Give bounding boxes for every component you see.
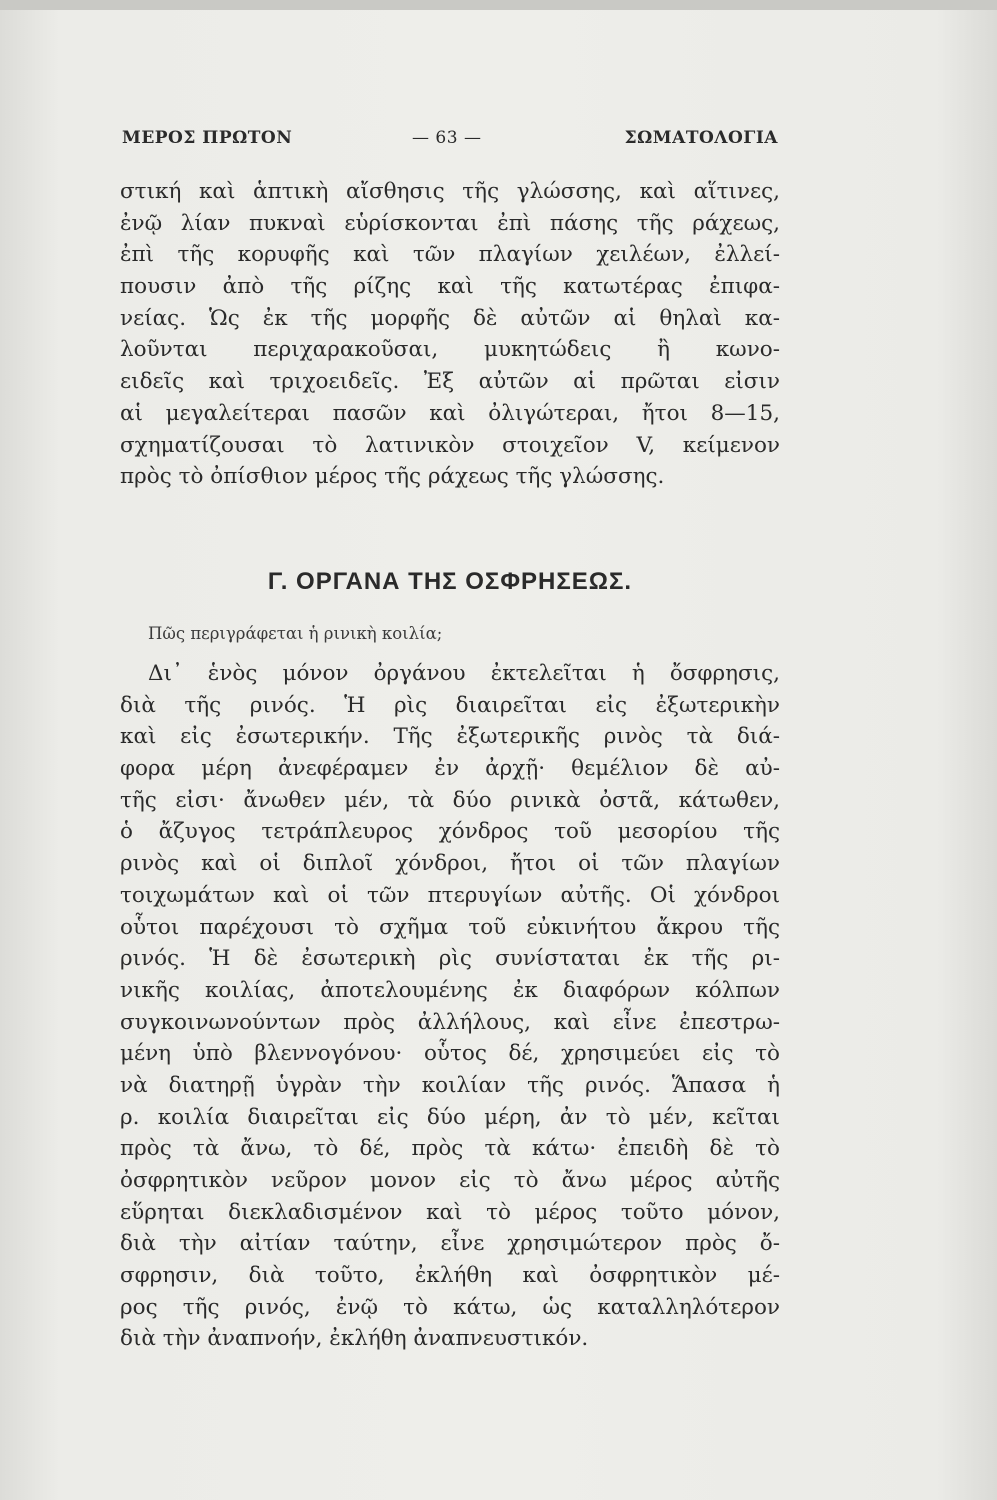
text-line: νὰ διατηρῇ ὑγρὰν τὴν κοιλίαν τῆς ρινός. Ἅπασα ἡ bbox=[120, 1072, 780, 1098]
text-line: διὰ τῆς ρινός. Ἡ ρὶς διαιρεῖται εἰς ἐξωτερικὴν bbox=[120, 692, 780, 718]
page-number: — 63 — bbox=[412, 128, 482, 148]
text-line: διὰ τὴν αἰτίαν ταύτην, εἶνε χρησιμώτερον πρὸς ὄ- bbox=[120, 1231, 780, 1257]
text-line: ειδεῖς καὶ τριχοειδεῖς. Ἐξ αὐτῶν αἱ πρῶται εἰσιν bbox=[120, 369, 780, 395]
text-line: ὀσφρητικὸν νεῦρον μονον εἰς τὸ ἄνω μέρος αὐτῆς bbox=[120, 1168, 780, 1193]
text-line: στική καὶ ἁπτικὴ αἴσθησις τῆς γλώσσης, καὶ αἵτινες, bbox=[120, 179, 780, 204]
text-line: πρὸς τὸ ὀπίσθιον μέρος τῆς ράχεως τῆς γλώσσης. bbox=[120, 464, 665, 490]
text-line: Δι᾽ ἑνὸς μόνον ὀργάνου ἐκτελεῖται ἡ ὄσφρησις, bbox=[148, 661, 780, 686]
text-line: ρος τῆς ρινός, ἐνῷ τὸ κάτω, ὡς καταλληλότερον bbox=[120, 1294, 780, 1320]
text-line: φορα μέρη ἀνεφέραμεν ἐν ἀρχῇ· θεμέλιον δὲ αὐ- bbox=[120, 756, 780, 782]
text-line: λοῦνται περιχαρακοῦσαι, μυκητώδεις ἢ κωνο- bbox=[120, 337, 780, 363]
text-line: ἐπὶ τῆς κορυφῆς καὶ τῶν πλαγίων χειλέων, ἐλλεί- bbox=[120, 242, 780, 268]
text-line: συγκοινωνούντων πρὸς ἀλλήλους, καὶ εἶνε ἐπεστρω- bbox=[120, 1009, 780, 1035]
header-part-title: ΜΕΡΟΣ ΠΡΩΤΟΝ bbox=[122, 128, 293, 148]
text-line: διὰ τὴν ἀναπνοήν, ἐκλήθη ἀναπνευστικόν. bbox=[120, 1326, 589, 1352]
text-line: ρινός. Ἡ δὲ ἐσωτερικὴ ρὶς συνίσταται ἐκ τῆς ρι- bbox=[120, 946, 780, 972]
section-heading: Γ. ΟΡΓΑΝΑ ΤΗΣ ΟΣΦΡΗΣΕΩΣ. bbox=[267, 568, 633, 595]
text-line: ὁ ἄζυγος τετράπλευρος χόνδρος τοῦ μεσορίου τῆς bbox=[120, 819, 780, 845]
text-line: τῆς εἰσι· ἄνωθεν μέν, τὰ δύο ρινικὰ ὀστᾶ, κάτωθεν, bbox=[120, 787, 780, 813]
text-line: καὶ εἰς ἐσωτερικήν. Τῆς ἐξωτερικῆς ρινὸς τὰ διά- bbox=[120, 724, 780, 750]
text-line: πρὸς τὰ ἄνω, τὸ δέ, πρὸς τὰ κάτω· ἐπειδὴ δὲ τὸ bbox=[120, 1136, 780, 1162]
paragraph-taste bbox=[120, 176, 780, 493]
text-line: νικῆς κοιλίας, ἀποτελουμένης ἐκ διαφόρων κόλπων bbox=[120, 977, 780, 1003]
text-line: σχηματίζουσαι τὸ λατινικὸν στοιχεῖον V, κείμενον bbox=[120, 432, 780, 458]
header-section-title: ΣΩΜΑΤΟΛΟΓΙΑ bbox=[624, 128, 778, 148]
text-line: νείας. Ὡς ἐκ τῆς μορφῆς δὲ αὐτῶν αἱ θηλαὶ κα- bbox=[120, 305, 780, 331]
text-line: ρ. κοιλία διαιρεῖται εἰς δύο μέρη, ἀν τὸ μέν, κεῖται bbox=[120, 1104, 780, 1130]
text-line: οὗτοι παρέχουσι τὸ σχῆμα τοῦ εὐκινήτου ἄκρου τῆς bbox=[120, 914, 780, 940]
running-header bbox=[122, 128, 778, 154]
text-line: ἐνῷ λίαν πυκναὶ εὑρίσκονται ἐπὶ πάσης τῆς ράχεως, bbox=[120, 210, 780, 236]
scan-top-edge bbox=[0, 0, 997, 10]
text-line: ρινὸς καὶ οἱ διπλοῖ χόνδροι, ἤτοι οἱ τῶν πλαγίων bbox=[120, 851, 780, 877]
text-line: πουσιν ἀπὸ τῆς ρίζης καὶ τῆς κατωτέρας ἐπιφα- bbox=[120, 274, 780, 300]
text-line: αἱ μεγαλείτεραι πασῶν καὶ ὀλιγώτεραι, ἤτοι 8—15, bbox=[120, 400, 780, 426]
text-line: εὕρηται διεκλαδισμένον καὶ τὸ μέρος τοῦτο μόνον, bbox=[120, 1199, 780, 1225]
text-line: σφρησιν, διὰ τοῦτο, ἐκλήθη καὶ ὀσφρητικὸν μέ- bbox=[120, 1263, 780, 1289]
paragraph-smell bbox=[120, 658, 780, 1355]
section-question: Πῶς περιγράφεται ἡ ρινικὴ κοιλία; bbox=[148, 624, 443, 643]
text-line: μένη ὑπὸ βλεννογόνου· οὗτος δέ, χρησιμεύει εἰς τὸ bbox=[120, 1041, 780, 1067]
text-line: τοιχωμάτων καὶ οἱ τῶν πτερυγίων αὐτῆς. Οἱ χόνδροι bbox=[120, 882, 780, 908]
